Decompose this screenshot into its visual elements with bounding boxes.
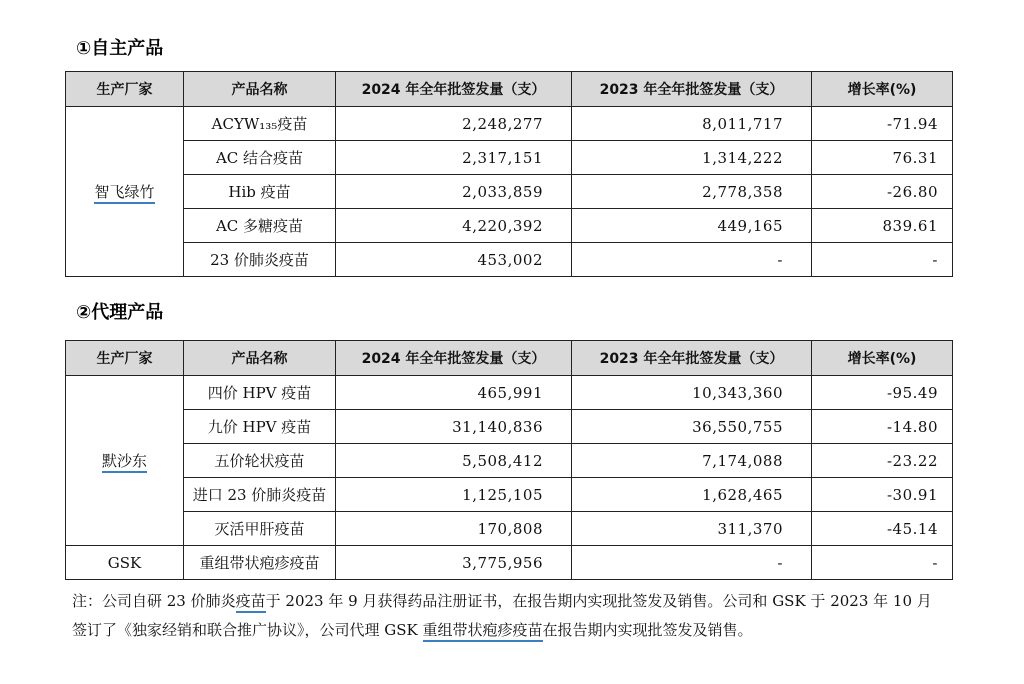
maker-link-msd[interactable]: 默沙东 [102,452,147,473]
volume-2023: - [572,546,812,580]
volume-2024: 465,991 [336,376,572,410]
agency-products-table [65,340,953,580]
growth-rate: -71.94 [812,107,953,141]
product-name: 重组带状疱疹疫苗 [184,546,336,580]
product-name: AC 多糖疫苗 [184,209,336,243]
volume-2023: 1,314,222 [572,141,812,175]
header-2023-volume: 2023 年全年批签发量（支） [572,72,812,107]
header-2024-volume: 2024 年全年批签发量（支） [336,341,572,376]
maker-cell: GSK [66,546,184,580]
table-row [66,478,953,512]
growth-rate: -30.91 [812,478,953,512]
volume-2024: 31,140,836 [336,410,572,444]
volume-2024: 3,775,956 [336,546,572,580]
volume-2023: 7,174,088 [572,444,812,478]
table-row [66,243,953,277]
footnote-link-vaccine[interactable]: 疫苗 [236,592,266,613]
header-maker: 生产厂家 [66,72,184,107]
table-row [66,107,953,141]
maker-cell [66,376,184,546]
table-row [66,209,953,243]
volume-2024: 5,508,412 [336,444,572,478]
product-name: 五价轮状疫苗 [184,444,336,478]
header-2024-volume: 2024 年全年批签发量（支） [336,72,572,107]
footnote-text: 在报告期内实现批签发及销售。 [542,621,753,639]
table-row [66,546,953,580]
header-growth-rate: 增长率(%) [812,341,953,376]
section-heading-agency-products: ②代理产品 [76,302,164,323]
volume-2023: 449,165 [572,209,812,243]
header-maker: 生产厂家 [66,341,184,376]
footnote [72,587,942,645]
header-product-name: 产品名称 [184,72,336,107]
table-row [66,410,953,444]
footnote-text: 于 2023 年 9 月获得药品注册证书，在报告期内实现批签发及销售。公司和 GSK 于 2023 年 10 月签订了《独家经销和联合推广协议》，公司代理 GSK [72,592,932,639]
table-header-row [66,341,953,376]
header-2023-volume: 2023 年全年批签发量（支） [572,341,812,376]
table-row [66,376,953,410]
section-heading-own-products: ①自主产品 [76,38,164,59]
volume-2023: 2,778,358 [572,175,812,209]
header-growth-rate: 增长率(%) [812,72,953,107]
maker-cell [66,107,184,277]
table-row [66,444,953,478]
product-name: 灭活甲肝疫苗 [184,512,336,546]
table-row [66,175,953,209]
volume-2024: 453,002 [336,243,572,277]
growth-rate: -95.49 [812,376,953,410]
maker-link-zhifei[interactable]: 智飞绿竹 [94,183,154,204]
footnote-link-zoster-vaccine[interactable]: 重组带状疱疹疫苗 [423,621,543,642]
header-product-name: 产品名称 [184,341,336,376]
own-products-table [65,71,953,277]
volume-2023: 36,550,755 [572,410,812,444]
growth-rate: -45.14 [812,512,953,546]
volume-2024: 2,317,151 [336,141,572,175]
product-name: 23 价肺炎疫苗 [184,243,336,277]
growth-rate: 76.31 [812,141,953,175]
product-name: 四价 HPV 疫苗 [184,376,336,410]
growth-rate: -26.80 [812,175,953,209]
volume-2023: 311,370 [572,512,812,546]
volume-2024: 2,248,277 [336,107,572,141]
volume-2023: 1,628,465 [572,478,812,512]
volume-2023: 8,011,717 [572,107,812,141]
growth-rate: -14.80 [812,410,953,444]
growth-rate: - [812,243,953,277]
volume-2024: 4,220,392 [336,209,572,243]
volume-2023: - [572,243,812,277]
table-header-row [66,72,953,107]
growth-rate: -23.22 [812,444,953,478]
product-name: 九价 HPV 疫苗 [184,410,336,444]
table-row [66,512,953,546]
growth-rate: 839.61 [812,209,953,243]
footnote-text: 注：公司自研 23 价肺炎 [72,592,236,610]
volume-2023: 10,343,360 [572,376,812,410]
volume-2024: 1,125,105 [336,478,572,512]
product-name: Hib 疫苗 [184,175,336,209]
product-name: ACYW₁₃₅疫苗 [184,107,336,141]
table-row [66,141,953,175]
product-name: AC 结合疫苗 [184,141,336,175]
volume-2024: 2,033,859 [336,175,572,209]
volume-2024: 170,808 [336,512,572,546]
growth-rate: - [812,546,953,580]
product-name: 进口 23 价肺炎疫苗 [184,478,336,512]
